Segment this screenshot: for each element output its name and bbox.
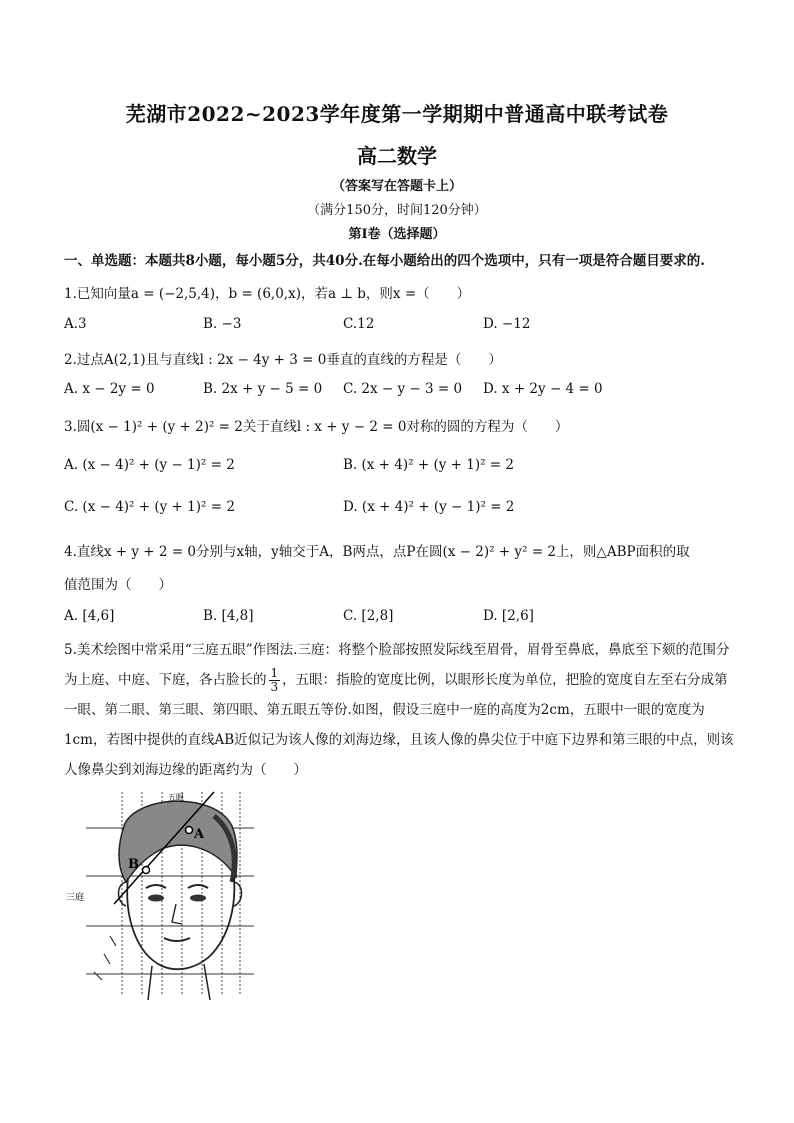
q3-option-a: A. (x − 4)² + (y − 1)² = 2	[64, 457, 235, 473]
question-5-stem	[64, 635, 734, 785]
time-note: （满分150分，时间120分钟）	[307, 203, 487, 218]
right-eye	[190, 895, 206, 902]
q5-stem-part-b: ，五眼：指脸的宽度比例，以眼形长度为单位，把脸的宽度自左至右分成第一眼、第二眼、第三眼、第四眼、第五眼五等份.如图，假设三庭中一庭的高度为2cm，五眼中一眼的宽度为1cm，若图中提供的直线AB近似记为该人像的刘海边缘，且该人像的鼻尖位于中庭下边界和第三眼的中点，则该人像鼻尖到刘海边缘的距离约为（ ）	[64, 672, 734, 778]
question-4-stem-line2: 值范围为（ ）	[64, 577, 172, 593]
q4-option-d: D. [2,6]	[483, 608, 534, 624]
exam-title: 芜湖市2022~2023学年度第一学期期中普通高中联考试卷	[125, 102, 669, 126]
shading-marks	[94, 936, 116, 980]
label-five-eyes: 五眼	[168, 793, 184, 802]
part-heading: 第Ⅰ卷（选择题）	[348, 227, 446, 242]
section-heading: 一、单选题：本题共8小题，每小题5分，共40分.在每小题给出的四个选项中，只有一项是符合题目要求的.	[64, 253, 705, 269]
q5-frac-numerator: 1	[270, 666, 279, 680]
q3-option-b: B. (x + 4)² + (y + 1)² = 2	[343, 457, 514, 473]
question-3-stem: 3.圆(x − 1)² + (y + 2)² = 2关于直线l : x + y − 2 = 0对称的圆的方程为（ ）	[64, 419, 569, 435]
left-eyebrow	[146, 885, 166, 888]
point-a	[186, 827, 193, 834]
q2-option-b: B. 2x + y − 5 = 0	[203, 381, 323, 397]
mouth	[164, 938, 190, 941]
q2-option-d: D. x + 2y − 4 = 0	[483, 381, 603, 397]
q3-option-d: D. (x + 4)² + (y − 1)² = 2	[343, 499, 515, 515]
label-three-courts: 三庭	[66, 893, 85, 903]
q2-option-c: C. 2x − y − 3 = 0	[343, 381, 463, 397]
q4-option-a: A. [4,6]	[64, 608, 115, 624]
q4-option-c: C. [2,8]	[343, 608, 394, 624]
portrait-figure	[64, 786, 264, 1002]
q5-stem-part-a: 5.美术绘图中常采用“三庭五眼”作图法.三庭：将整个脸部按照发际线至眉骨，眉骨至鼻底，鼻底至下颏的范围分为上庭、中庭、下庭，各占脸长的	[64, 642, 730, 688]
right-eyebrow	[188, 885, 208, 888]
left-eye	[148, 895, 164, 902]
exam-subject: 高二数学	[357, 144, 437, 168]
portrait-svg	[64, 786, 264, 1002]
question-1-stem: 1.已知向量a = (−2,5,4)，b = (6,0,x)，若a ⊥ b，则x =（ ）	[64, 286, 471, 302]
question-2-stem: 2.过点A(2,1)且与直线l : 2x − 4y + 3 = 0垂直的直线的方程是（ ）	[64, 352, 502, 368]
nose	[172, 904, 182, 924]
label-b: B	[128, 857, 139, 872]
point-b	[143, 867, 150, 874]
question-4-stem-line1: 4.直线x + y + 2 = 0分别与x轴，y轴交于A，B两点，点P在圆(x − 2)² + y² = 2上，则△ABP面积的取	[64, 544, 690, 560]
q5-frac-denominator: 3	[270, 680, 279, 694]
q1-option-a: A.3	[64, 316, 87, 332]
q3-option-c: C. (x − 4)² + (y + 1)² = 2	[64, 499, 235, 515]
answer-note: （答案写在答题卡上）	[331, 179, 462, 194]
label-a: A	[194, 827, 205, 842]
q1-option-d: D. −12	[483, 316, 531, 332]
q1-option-b: B. −3	[203, 316, 242, 332]
q4-option-b: B. [4,8]	[203, 608, 254, 624]
q2-option-a: A. x − 2y = 0	[64, 381, 155, 397]
q5-fraction	[269, 667, 281, 694]
q1-option-c: C.12	[343, 316, 375, 332]
